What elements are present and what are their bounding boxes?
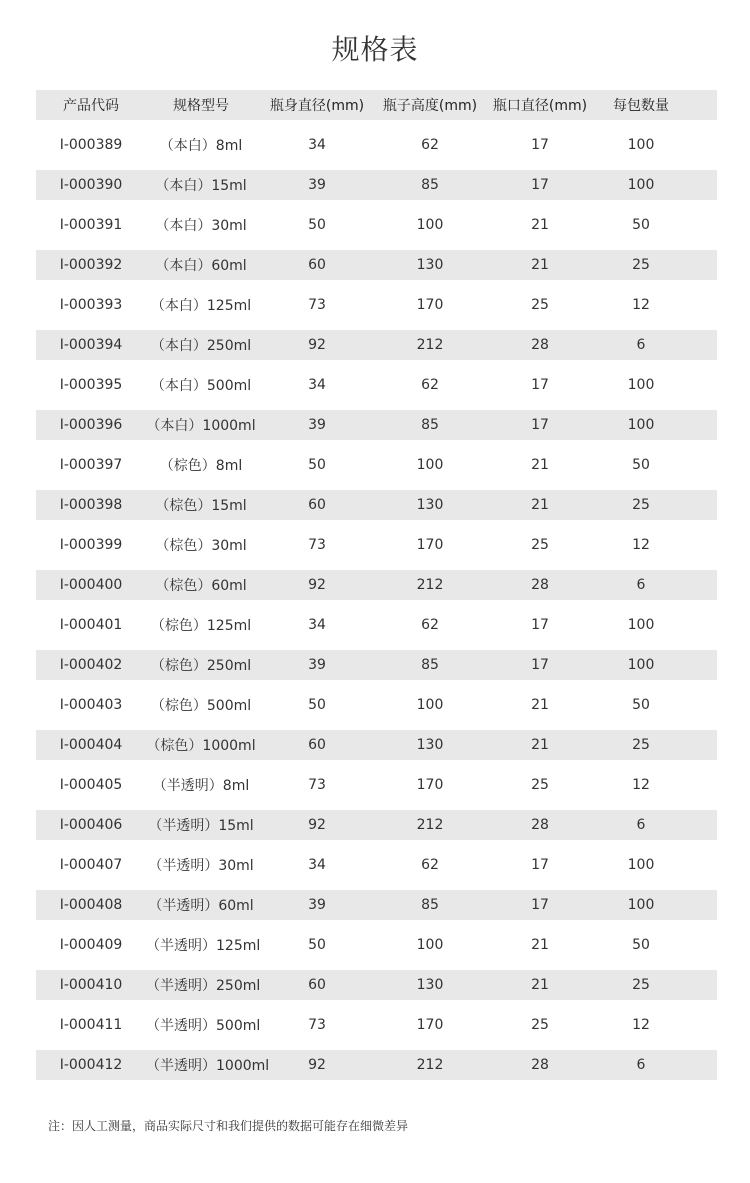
bottle-height-cell: 62 [421, 617, 439, 633]
spec-model-cell: （半透明）250ml [146, 978, 261, 994]
product-code-cell: I-000405 [59, 777, 123, 793]
spec-model-cell: （本白）125ml [150, 298, 252, 314]
pack-quantity-cell: 25 [632, 257, 650, 273]
table-row [36, 170, 717, 200]
neck-diameter-cell: 25 [531, 537, 549, 553]
table-row [36, 840, 717, 890]
neck-diameter-cell: 17 [531, 617, 549, 633]
pack-quantity-cell: 50 [632, 217, 650, 233]
pack-quantity-cell: 12 [632, 777, 650, 793]
body-diameter-cell: 50 [308, 697, 326, 713]
pack-quantity-cell: 50 [632, 457, 650, 473]
spec-model-cell: （本白）15ml [155, 178, 247, 194]
neck-diameter-cell: 17 [531, 897, 549, 913]
neck-diameter-cell: 25 [531, 1017, 549, 1033]
spec-model-cell: （半透明）60ml [148, 898, 254, 914]
bottle-height-cell: 212 [416, 1057, 444, 1073]
product-code-cell: I-000408 [59, 897, 123, 913]
header-body-diameter: 瓶身直径(mm) [269, 98, 365, 114]
product-code-cell: I-000394 [59, 337, 123, 353]
product-code-cell: I-000391 [59, 217, 123, 233]
body-diameter-cell: 34 [308, 617, 326, 633]
table-row [36, 1050, 717, 1080]
neck-diameter-cell: 17 [531, 657, 549, 673]
product-code-cell: I-000398 [59, 497, 123, 513]
product-code-cell: I-000401 [59, 617, 123, 633]
pack-quantity-cell: 6 [636, 337, 646, 353]
body-diameter-cell: 39 [308, 897, 326, 913]
table-row [36, 920, 717, 970]
neck-diameter-cell: 21 [531, 217, 549, 233]
table-row [36, 360, 717, 410]
body-diameter-cell: 34 [308, 857, 326, 873]
table-row [36, 440, 717, 490]
neck-diameter-cell: 21 [531, 937, 549, 953]
spec-table [36, 90, 717, 1080]
bottle-height-cell: 130 [416, 257, 444, 273]
product-code-cell: I-000389 [59, 137, 123, 153]
body-diameter-cell: 34 [308, 137, 326, 153]
body-diameter-cell: 39 [308, 177, 326, 193]
neck-diameter-cell: 21 [531, 497, 549, 513]
neck-diameter-cell: 21 [531, 977, 549, 993]
pack-quantity-cell: 12 [632, 1017, 650, 1033]
neck-diameter-cell: 21 [531, 697, 549, 713]
product-code-cell: I-000399 [59, 537, 123, 553]
spec-model-cell: （棕色）125ml [150, 618, 252, 634]
spec-model-cell: （棕色）15ml [155, 498, 247, 514]
neck-diameter-cell: 28 [531, 337, 549, 353]
neck-diameter-cell: 17 [531, 417, 549, 433]
table-row [36, 650, 717, 680]
pack-quantity-cell: 6 [636, 817, 646, 833]
spec-model-cell: （棕色）60ml [155, 578, 247, 594]
header-neck-diameter: 瓶口直径(mm) [492, 98, 588, 114]
product-code-cell: I-000395 [59, 377, 123, 393]
body-diameter-cell: 50 [308, 217, 326, 233]
body-diameter-cell: 39 [308, 417, 326, 433]
table-row [36, 810, 717, 840]
body-diameter-cell: 73 [308, 777, 326, 793]
header-spec-model: 规格型号 [173, 98, 229, 114]
table-row [36, 280, 717, 330]
bottle-height-cell: 100 [416, 457, 444, 473]
table-row [36, 680, 717, 730]
header-bottle-height: 瓶子高度(mm) [382, 98, 478, 114]
table-row [36, 250, 717, 280]
table-row [36, 200, 717, 250]
spec-model-cell: （棕色）500ml [150, 698, 252, 714]
bottle-height-cell: 130 [416, 737, 444, 753]
product-code-cell: I-000402 [59, 657, 123, 673]
bottle-height-cell: 130 [416, 977, 444, 993]
product-code-cell: I-000396 [59, 417, 123, 433]
table-row [36, 120, 717, 170]
table-header-row [36, 90, 717, 120]
bottle-height-cell: 85 [421, 177, 439, 193]
product-code-cell: I-000407 [59, 857, 123, 873]
table-row [36, 410, 717, 440]
header-product-code: 产品代码 [63, 98, 119, 114]
product-code-cell: I-000403 [59, 697, 123, 713]
table-row [36, 570, 717, 600]
pack-quantity-cell: 12 [632, 297, 650, 313]
body-diameter-cell: 60 [308, 497, 326, 513]
pack-quantity-cell: 100 [627, 137, 655, 153]
body-diameter-cell: 34 [308, 377, 326, 393]
bottle-height-cell: 170 [416, 1017, 444, 1033]
pack-quantity-cell: 25 [632, 977, 650, 993]
spec-model-cell: （棕色）8ml [159, 458, 243, 474]
body-diameter-cell: 50 [308, 937, 326, 953]
bottle-height-cell: 100 [416, 937, 444, 953]
body-diameter-cell: 92 [308, 1057, 326, 1073]
table-body [36, 120, 717, 1080]
table-row [36, 890, 717, 920]
spec-model-cell: （本白）8ml [159, 138, 243, 154]
table-row [36, 1000, 717, 1050]
table-row [36, 330, 717, 360]
product-code-cell: I-000400 [59, 577, 123, 593]
spec-model-cell: （本白）60ml [155, 258, 247, 274]
product-code-cell: I-000410 [59, 977, 123, 993]
pack-quantity-cell: 100 [627, 897, 655, 913]
bottle-height-cell: 130 [416, 497, 444, 513]
product-code-cell: I-000411 [59, 1017, 123, 1033]
bottle-height-cell: 100 [416, 217, 444, 233]
pack-quantity-cell: 50 [632, 697, 650, 713]
pack-quantity-cell: 25 [632, 497, 650, 513]
pack-quantity-cell: 100 [627, 177, 655, 193]
pack-quantity-cell: 6 [636, 1057, 646, 1073]
neck-diameter-cell: 25 [531, 777, 549, 793]
product-code-cell: I-000392 [59, 257, 123, 273]
bottle-height-cell: 170 [416, 777, 444, 793]
bottle-height-cell: 85 [421, 897, 439, 913]
product-code-cell: I-000397 [59, 457, 123, 473]
pack-quantity-cell: 6 [636, 577, 646, 593]
pack-quantity-cell: 50 [632, 937, 650, 953]
spec-model-cell: （半透明）30ml [148, 858, 254, 874]
header-pack-quantity: 每包数量 [613, 98, 669, 114]
bottle-height-cell: 62 [421, 377, 439, 393]
table-row [36, 730, 717, 760]
neck-diameter-cell: 17 [531, 857, 549, 873]
spec-model-cell: （本白）30ml [155, 218, 247, 234]
body-diameter-cell: 50 [308, 457, 326, 473]
neck-diameter-cell: 17 [531, 377, 549, 393]
pack-quantity-cell: 100 [627, 417, 655, 433]
spec-model-cell: （棕色）250ml [150, 658, 252, 674]
body-diameter-cell: 39 [308, 657, 326, 673]
neck-diameter-cell: 21 [531, 737, 549, 753]
spec-model-cell: （本白）250ml [150, 338, 252, 354]
body-diameter-cell: 73 [308, 537, 326, 553]
bottle-height-cell: 100 [416, 697, 444, 713]
page-title: 规格表 [331, 33, 419, 66]
pack-quantity-cell: 100 [627, 377, 655, 393]
spec-model-cell: （半透明）500ml [146, 1018, 261, 1034]
neck-diameter-cell: 21 [531, 257, 549, 273]
pack-quantity-cell: 25 [632, 737, 650, 753]
spec-model-cell: （本白）500ml [150, 378, 252, 394]
bottle-height-cell: 170 [416, 537, 444, 553]
product-code-cell: I-000390 [59, 177, 123, 193]
product-code-cell: I-000393 [59, 297, 123, 313]
bottle-height-cell: 62 [421, 857, 439, 873]
bottle-height-cell: 85 [421, 657, 439, 673]
table-row [36, 600, 717, 650]
product-code-cell: I-000412 [59, 1057, 123, 1073]
table-row [36, 760, 717, 810]
body-diameter-cell: 60 [308, 737, 326, 753]
spec-model-cell: （半透明）8ml [152, 778, 250, 794]
neck-diameter-cell: 28 [531, 817, 549, 833]
spec-model-cell: （本白）1000ml [146, 418, 256, 434]
neck-diameter-cell: 17 [531, 137, 549, 153]
table-row [36, 520, 717, 570]
body-diameter-cell: 92 [308, 337, 326, 353]
body-diameter-cell: 60 [308, 977, 326, 993]
neck-diameter-cell: 28 [531, 1057, 549, 1073]
neck-diameter-cell: 28 [531, 577, 549, 593]
bottle-height-cell: 212 [416, 337, 444, 353]
spec-model-cell: （半透明）125ml [146, 938, 261, 954]
body-diameter-cell: 73 [308, 1017, 326, 1033]
bottle-height-cell: 170 [416, 297, 444, 313]
body-diameter-cell: 73 [308, 297, 326, 313]
body-diameter-cell: 92 [308, 817, 326, 833]
spec-model-cell: （棕色）30ml [155, 538, 247, 554]
pack-quantity-cell: 100 [627, 657, 655, 673]
bottle-height-cell: 85 [421, 417, 439, 433]
spec-model-cell: （棕色）1000ml [146, 738, 256, 754]
neck-diameter-cell: 17 [531, 177, 549, 193]
product-code-cell: I-000406 [59, 817, 123, 833]
pack-quantity-cell: 100 [627, 857, 655, 873]
product-code-cell: I-000409 [59, 937, 123, 953]
spec-model-cell: （半透明）1000ml [146, 1058, 270, 1074]
pack-quantity-cell: 100 [627, 617, 655, 633]
body-diameter-cell: 60 [308, 257, 326, 273]
product-code-cell: I-000404 [59, 737, 123, 753]
neck-diameter-cell: 21 [531, 457, 549, 473]
table-row [36, 490, 717, 520]
body-diameter-cell: 92 [308, 577, 326, 593]
bottle-height-cell: 212 [416, 817, 444, 833]
bottle-height-cell: 62 [421, 137, 439, 153]
bottle-height-cell: 212 [416, 577, 444, 593]
spec-model-cell: （半透明）15ml [148, 818, 254, 834]
footnote: 注：因人工测量，商品实际尺寸和我们提供的数据可能存在细微差异 [48, 1119, 409, 1133]
table-row [36, 970, 717, 1000]
pack-quantity-cell: 12 [632, 537, 650, 553]
neck-diameter-cell: 25 [531, 297, 549, 313]
